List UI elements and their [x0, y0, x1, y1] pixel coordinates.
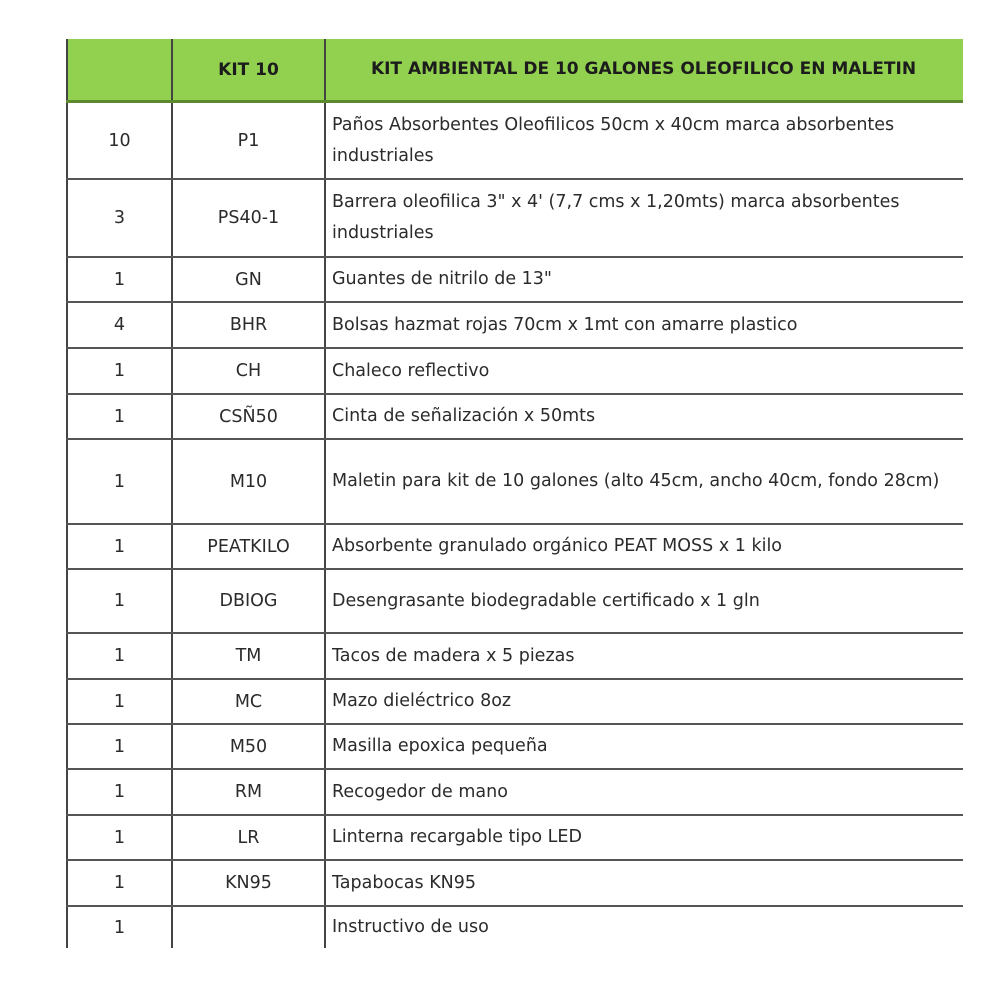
qty-cell: 1 [66, 395, 171, 438]
table-row [66, 570, 963, 634]
code-cell: DBIOG [171, 570, 324, 632]
qty-cell: 1 [66, 816, 171, 859]
code-cell: RM [171, 770, 324, 814]
table-row [66, 725, 963, 770]
description-cell: Chaleco reflectivo [324, 349, 963, 393]
description-cell: Desengrasante biodegradable certificado x 1 gln [324, 570, 963, 632]
table-row [66, 180, 963, 258]
table-row [66, 816, 963, 861]
qty-cell: 1 [66, 634, 171, 678]
qty-cell: 1 [66, 680, 171, 723]
header-qty [66, 39, 171, 100]
code-cell: CSÑ50 [171, 395, 324, 438]
description-cell: Cinta de señalización x 50mts [324, 395, 963, 438]
qty-cell: 10 [66, 103, 171, 178]
table-row [66, 861, 963, 907]
description-cell: Linterna recargable tipo LED [324, 816, 963, 859]
code-cell: GN [171, 258, 324, 301]
description-cell: Barrera oleofilica 3" x 4' (7,7 cms x 1,20mts) marca absorbentes industriales [324, 180, 963, 256]
kit-contents-table [66, 39, 963, 948]
description-cell: Tacos de madera x 5 piezas [324, 634, 963, 678]
qty-cell: 1 [66, 570, 171, 632]
code-cell: BHR [171, 303, 324, 347]
code-cell: PS40-1 [171, 180, 324, 256]
qty-cell: 4 [66, 303, 171, 347]
code-cell: LR [171, 816, 324, 859]
qty-cell: 1 [66, 861, 171, 905]
header-kit-code: KIT 10 [171, 39, 324, 100]
table-row [66, 770, 963, 816]
description-cell: Guantes de nitrilo de 13" [324, 258, 963, 301]
qty-cell: 1 [66, 525, 171, 568]
description-cell: Paños Absorbentes Oleofilicos 50cm x 40cm marca absorbentes industriales [324, 103, 963, 178]
qty-cell: 3 [66, 180, 171, 256]
table-row [66, 680, 963, 725]
code-cell: TM [171, 634, 324, 678]
description-cell: Recogedor de mano [324, 770, 963, 814]
code-cell: P1 [171, 103, 324, 178]
qty-cell: 1 [66, 770, 171, 814]
table-row [66, 440, 963, 525]
description-cell: Tapabocas KN95 [324, 861, 963, 905]
table-row [66, 395, 963, 440]
qty-cell: 1 [66, 258, 171, 301]
qty-cell: 1 [66, 725, 171, 768]
table-row [66, 525, 963, 570]
table-row [66, 907, 963, 948]
code-cell: M10 [171, 440, 324, 523]
header-kit-title: KIT AMBIENTAL DE 10 GALONES OLEOFILICO EN MALETIN [324, 39, 963, 100]
description-cell: Bolsas hazmat rojas 70cm x 1mt con amarre plastico [324, 303, 963, 347]
table-body [66, 103, 963, 948]
code-cell: PEATKILO [171, 525, 324, 568]
code-cell: M50 [171, 725, 324, 768]
qty-cell: 1 [66, 440, 171, 523]
description-cell: Absorbente granulado orgánico PEAT MOSS x 1 kilo [324, 525, 963, 568]
table-row [66, 349, 963, 395]
description-cell: Maletin para kit de 10 galones (alto 45cm, ancho 40cm, fondo 28cm) [324, 440, 963, 523]
code-cell: KN95 [171, 861, 324, 905]
description-cell: Masilla epoxica pequeña [324, 725, 963, 768]
qty-cell: 1 [66, 907, 171, 948]
table-row [66, 103, 963, 180]
description-cell: Instructivo de uso [324, 907, 963, 948]
table-row [66, 303, 963, 349]
table-row [66, 634, 963, 680]
description-cell: Mazo dieléctrico 8oz [324, 680, 963, 723]
table-row [66, 258, 963, 303]
table-header-row [66, 39, 963, 103]
code-cell: CH [171, 349, 324, 393]
qty-cell: 1 [66, 349, 171, 393]
code-cell [171, 907, 324, 948]
code-cell: MC [171, 680, 324, 723]
